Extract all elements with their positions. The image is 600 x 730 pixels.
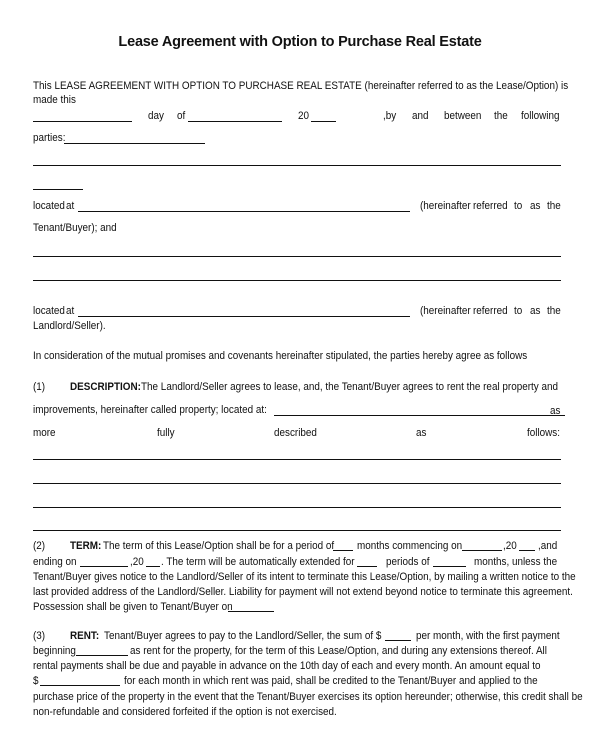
tenant-label: Tenant/Buyer); and [33, 222, 117, 234]
following-label: following [521, 110, 560, 122]
landlord-as: as [530, 305, 541, 317]
term-extension-blank[interactable] [357, 566, 377, 567]
term-line-2a: ending on [33, 556, 77, 568]
rent-line-4b: for each month in which rent was paid, shall be credited to the Tenant/Buyer and applied to the [124, 675, 538, 687]
term-heading: TERM: [70, 540, 102, 552]
parties-blank-line-3[interactable] [33, 189, 83, 190]
year-blank[interactable] [311, 121, 336, 122]
year-label: 20 [298, 110, 310, 122]
description-as: as [550, 405, 561, 417]
tenant-the: the [547, 200, 561, 212]
description-as-2: as [416, 427, 427, 439]
rent-line-5: purchase price of the property in the event that the Tenant/Buyer exercises its option hereunder; otherwise, this credit shall be [33, 691, 583, 703]
rent-line-2b: as rent for the property, for the term of this Lease/Option, and during any extensions thereof. All [130, 645, 547, 657]
landlord-at-label: at [66, 305, 75, 317]
term-ending-blank[interactable] [80, 566, 128, 567]
term-line-1d: ,and [538, 540, 558, 552]
landlord-to: to [514, 305, 523, 317]
day-label: day [148, 110, 164, 122]
term-line-5: Possession shall be given to Tenant/Buyer on [33, 601, 233, 613]
description-blank-line-1[interactable] [33, 459, 561, 460]
landlord-label: Landlord/Seller). [33, 320, 106, 332]
term-line-2e: months, unless the [474, 556, 558, 568]
of-label: of [177, 110, 186, 122]
landlord-address-blank[interactable] [78, 316, 410, 317]
term-commencing-blank[interactable] [462, 550, 502, 551]
document-title: Lease Agreement with Option to Purchase Real Estate [118, 34, 482, 50]
term-line-2c: . The term will be automatically extended for [161, 556, 355, 568]
the-label: the [494, 110, 508, 122]
rent-line-1a: Tenant/Buyer agrees to pay to the Landlord/Seller, the sum of $ [104, 630, 382, 642]
description-fully: fully [157, 427, 175, 439]
tenant-hereinafter: (hereinafter [420, 200, 471, 212]
description-heading: DESCRIPTION: [70, 381, 141, 393]
rent-credit-blank[interactable] [40, 685, 120, 686]
property-address-blank[interactable] [274, 415, 565, 416]
term-line-2d: periods of [386, 556, 430, 568]
between-label: between [444, 110, 482, 122]
landlord-referred: referred [473, 305, 508, 317]
description-described: described [274, 427, 317, 439]
tenant-to: to [514, 200, 523, 212]
term-ending-year-blank[interactable] [146, 566, 160, 567]
tenant-address-blank[interactable] [78, 211, 410, 212]
term-line-1b: months commencing on [357, 540, 463, 552]
landlord-hereinafter: (hereinafter [420, 305, 471, 317]
rent-line-1b: per month, with the first payment [416, 630, 560, 642]
consideration-text: In consideration of the mutual promises and covenants hereinafter stipulated, the parties hereby agree as follows [33, 350, 528, 362]
month-blank[interactable] [188, 121, 282, 122]
description-blank-line-4[interactable] [33, 530, 561, 531]
intro-line-2: made this [33, 94, 76, 106]
landlord-located-label: located [33, 305, 65, 317]
rent-beginning-blank[interactable] [76, 655, 128, 656]
term-line-1a: The term of this Lease/Option shall be for a period of [103, 540, 335, 552]
tenant-blank-line-2[interactable] [33, 280, 561, 281]
tenant-blank-line[interactable] [33, 256, 561, 257]
description-more: more [33, 427, 56, 439]
and-label: and [412, 110, 429, 122]
term-line-1c: ,20 [503, 540, 517, 552]
rent-line-2a: beginning [33, 645, 76, 657]
description-follows: follows: [527, 427, 561, 439]
by-label: ,by [383, 110, 397, 122]
description-blank-line-3[interactable] [33, 507, 561, 508]
parties-blank-line-2[interactable] [33, 165, 561, 166]
tenant-as: as [530, 200, 541, 212]
parties-label: parties: [33, 132, 66, 144]
description-blank-line-2[interactable] [33, 483, 561, 484]
parties-blank[interactable] [64, 143, 205, 144]
term-months-blank[interactable] [333, 550, 353, 551]
rent-heading: RENT: [70, 630, 100, 642]
term-line-4: last provided address of the Landlord/Seller. Liability for payment will not extend beyond notice to terminate this agreement. [33, 586, 573, 598]
rent-amount-blank[interactable] [385, 640, 411, 641]
description-number: (1) [33, 381, 46, 393]
tenant-referred: referred [473, 200, 508, 212]
tenant-located-label: located [33, 200, 65, 212]
term-line-3: Tenant/Buyer gives notice to the Landlord/Seller of its intent to terminate this Lease/Option, by mailing a written notice to the [33, 571, 576, 583]
description-line-2: improvements, hereinafter called property; located at: [33, 404, 267, 416]
term-periods-blank[interactable] [433, 566, 466, 567]
rent-line-3: rental payments shall be due and payable in advance on the 10th day of each and every month. An amount equal to [33, 660, 541, 672]
tenant-at-label: at [66, 200, 75, 212]
rent-number: (3) [33, 630, 46, 642]
rent-line-6: non-refundable and considered forfeited if the option is not exercised. [33, 706, 337, 718]
day-blank[interactable] [33, 121, 132, 122]
landlord-the: the [547, 305, 561, 317]
description-line-1: The Landlord/Seller agrees to lease, and, the Tenant/Buyer agrees to rent the real property and [141, 381, 558, 393]
possession-date-blank[interactable] [228, 611, 274, 612]
term-number: (2) [33, 540, 46, 552]
term-commencing-year-blank[interactable] [519, 550, 535, 551]
term-line-2b: ,20 [130, 556, 144, 568]
rent-line-4a: $ [33, 675, 39, 687]
intro-line-1: This LEASE AGREEMENT WITH OPTION TO PURCHASE REAL ESTATE (hereinafter referred to as the Lease/Option) is [33, 80, 569, 92]
